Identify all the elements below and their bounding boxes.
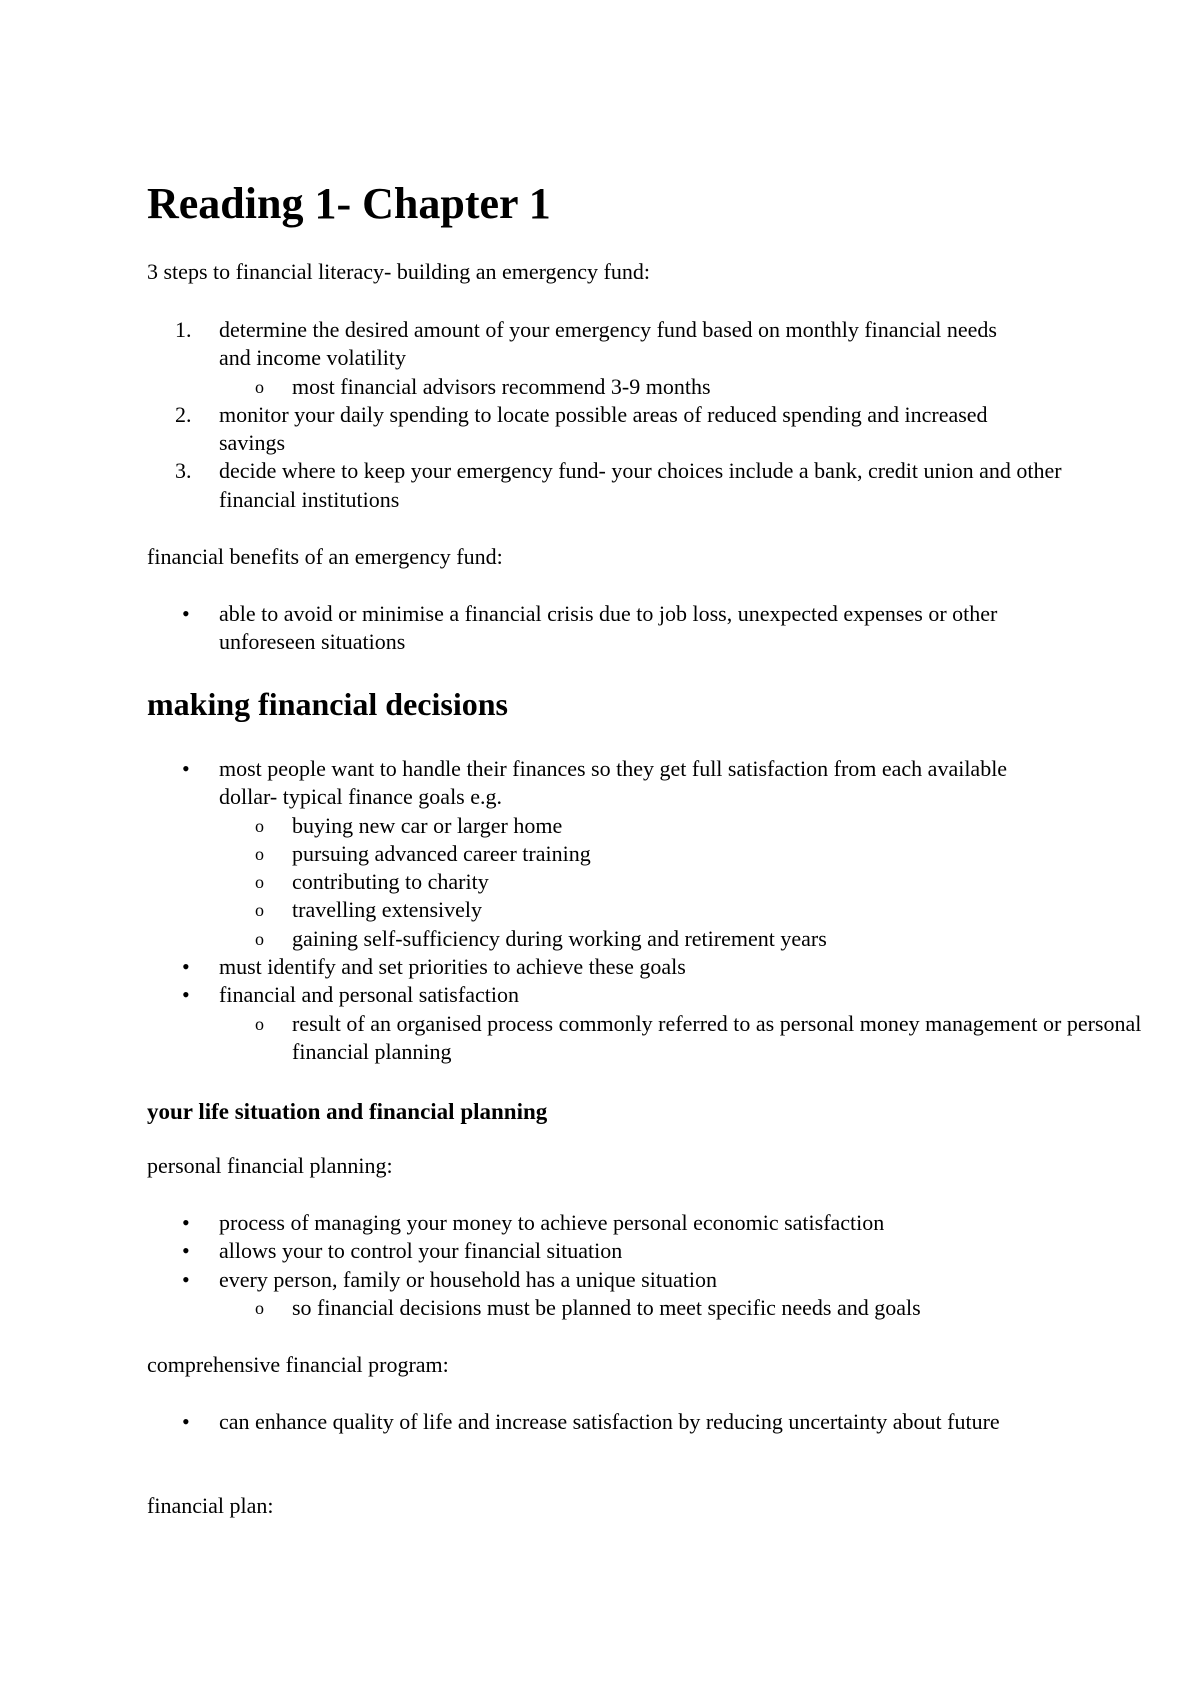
list-item — [147, 457, 1119, 514]
list-item — [147, 1294, 1067, 1322]
list-item — [147, 868, 1067, 896]
list-item-text: buying new car or larger home — [292, 812, 563, 838]
list-item — [147, 896, 1067, 924]
list-item-text: allows your to control your financial situation — [219, 1238, 623, 1264]
program-label: comprehensive financial program: — [147, 1352, 449, 1377]
list-marker: 2. — [175, 401, 192, 427]
list-item-text: must identify and set priorities to achieve these goals — [219, 954, 686, 980]
list-item — [147, 1237, 1067, 1265]
list-item-text: travelling extensively — [292, 897, 482, 923]
list-marker: o — [255, 843, 264, 864]
pfp-label: personal financial planning: — [147, 1153, 393, 1178]
bullet-marker: • — [182, 756, 190, 781]
list-item-text: can enhance quality of life and increase satisfaction by reducing uncertainty about future — [219, 1409, 1000, 1434]
list-item — [147, 600, 1079, 657]
list-item-text: most people want to handle their finances so they get full satisfaction from each available dollar- typical finance goals e.g. — [219, 756, 1008, 810]
list-item-text: financial and personal satisfaction — [219, 982, 519, 1008]
bullet-marker: • — [182, 1409, 190, 1434]
page-title: Reading 1- Chapter 1 — [147, 179, 551, 228]
program-list — [147, 1408, 1067, 1436]
bullet-marker: • — [182, 1210, 190, 1235]
list-marker: o — [255, 376, 264, 397]
list-item-text: result of an organised process commonly referred to as personal money management or personal financial planning — [292, 1010, 1142, 1064]
list-item — [147, 953, 1067, 981]
section-heading-making-decisions: making financial decisions — [147, 686, 508, 722]
list-item — [147, 1209, 1067, 1237]
list-item — [147, 1408, 1099, 1436]
list-item-text: determine the desired amount of your emergency fund based on monthly financial needs and income volatility — [219, 317, 997, 371]
list-item — [147, 373, 1067, 401]
list-item-text: contributing to charity — [292, 869, 489, 895]
making-decisions-list — [147, 755, 1142, 1066]
bullet-marker: • — [182, 1266, 190, 1292]
list-marker: 1. — [175, 317, 192, 342]
benefits-list — [147, 600, 1067, 657]
list-item-text: so financial decisions must be planned to meet specific needs and goals — [292, 1294, 921, 1320]
list-marker: o — [255, 928, 264, 949]
list-item-text: pursuing advanced career training — [292, 840, 591, 866]
list-item-text: process of managing your money to achieve personal economic satisfaction — [219, 1210, 885, 1235]
list-item-text: decide where to keep your emergency fund- your choices include a bank, credit union and other financial institutions — [219, 458, 1062, 512]
list-item — [147, 316, 1019, 373]
bullet-marker: • — [182, 601, 190, 626]
list-marker: o — [255, 900, 264, 921]
list-marker: 3. — [175, 458, 192, 484]
list-item-text: every person, family or household has a unique situation — [219, 1266, 717, 1292]
section-heading-life-situation: your life situation and financial planning — [147, 1099, 548, 1124]
list-item — [147, 981, 1067, 1009]
list-marker: o — [255, 872, 264, 893]
benefits-label: financial benefits of an emergency fund: — [147, 544, 503, 569]
list-item — [147, 925, 1067, 953]
list-marker: o — [255, 815, 264, 836]
list-item — [147, 840, 1067, 868]
list-item — [147, 812, 1067, 840]
bullet-marker: • — [182, 1238, 190, 1264]
bullet-marker: • — [182, 982, 190, 1008]
list-item — [147, 401, 999, 458]
list-item — [147, 1266, 1067, 1294]
list-item-text: able to avoid or minimise a financial crisis due to job loss, unexpected expenses or other unforeseen situations — [219, 601, 998, 655]
list-item — [147, 755, 1039, 812]
pfp-list — [147, 1209, 1067, 1322]
list-item-text: gaining self-sufficiency during working and retirement years — [292, 925, 827, 951]
plan-label: financial plan: — [147, 1493, 274, 1518]
list-item — [147, 1010, 1152, 1067]
list-marker: o — [255, 1297, 264, 1318]
bullet-marker: • — [182, 954, 190, 980]
list-item-text: most financial advisors recommend 3-9 months — [292, 373, 711, 399]
list-marker: o — [255, 1013, 264, 1034]
list-item-text: monitor your daily spending to locate possible areas of reduced spending and increased savings — [219, 401, 988, 456]
intro-text: 3 steps to financial literacy- building an emergency fund: — [147, 259, 650, 284]
steps-list — [147, 316, 1067, 514]
